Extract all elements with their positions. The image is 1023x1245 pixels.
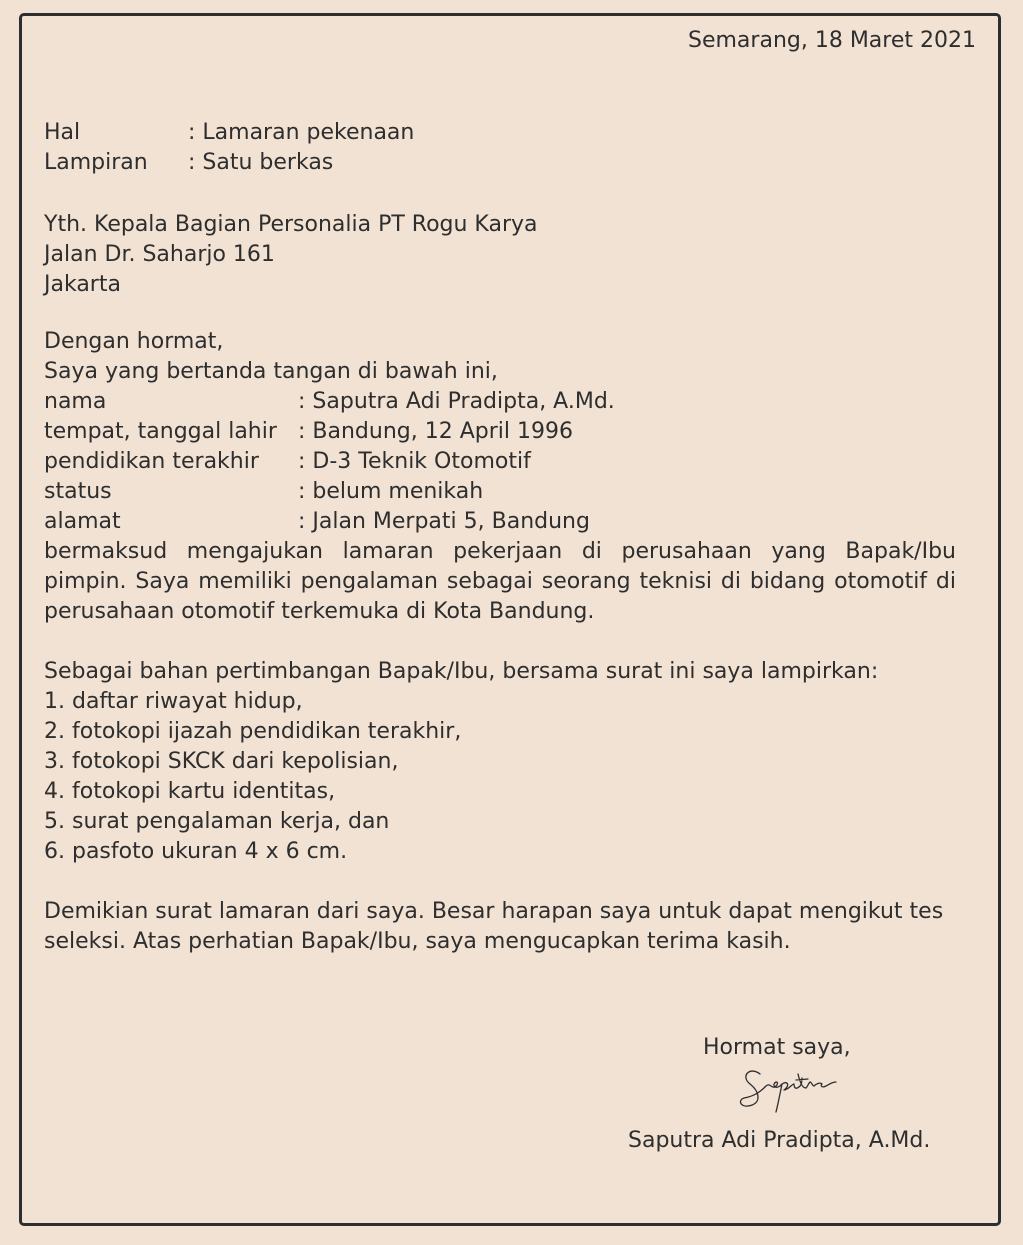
data-label: alamat <box>44 509 121 534</box>
salutation: Dengan hormat, <box>44 329 224 354</box>
data-row <box>44 507 956 537</box>
data-row <box>44 447 956 477</box>
data-label: status <box>44 479 112 504</box>
data-value: : Jalan Merpati 5, Bandung <box>298 509 590 534</box>
purpose-paragraph: bermaksud mengajukan lamaran pekerjaan di perusahaan yang Bapak/Ibu pimpin. Saya memiliki pengalaman sebagai seorang teknisi di bidang otomotif di perusahaan otomotif terkemuka di Kota Bandung. <box>44 539 956 624</box>
data-label: nama <box>44 389 107 414</box>
attachments-intro: Sebagai bahan pertimbangan Bapak/Ibu, bersama surat ini saya lampirkan: <box>44 659 879 684</box>
attachment-item: 3. fotokopi SKCK dari kepolisian, <box>44 749 399 774</box>
subject-row-hal <box>44 118 414 148</box>
attachment-item: 6. pasfoto ukuran 4 x 6 cm. <box>44 839 348 864</box>
signer-name: Saputra Adi Pradipta, A.Md. <box>628 1128 931 1153</box>
attachment-item: 4. fotokopi kartu identitas, <box>44 779 336 804</box>
attachments-list <box>44 687 956 867</box>
intro-line: Saya yang bertanda tangan di bawah ini, <box>44 359 498 384</box>
attachment-item: 1. daftar riwayat hidup, <box>44 689 303 714</box>
data-row <box>44 417 956 447</box>
data-row <box>44 387 956 417</box>
signature <box>736 1060 856 1118</box>
subject-row-lampiran <box>44 148 414 178</box>
attachment-item: 2. fotokopi ijazah pendidikan terakhir, <box>44 719 462 744</box>
paragraph-gap <box>44 627 956 657</box>
addressee-line: Yth. Kepala Bagian Personalia PT Rogu Karya <box>44 212 538 237</box>
subject-block <box>44 118 414 178</box>
addressee-block <box>44 210 538 300</box>
place-date: Semarang, 18 Maret 2021 <box>688 28 976 53</box>
data-row <box>44 477 956 507</box>
data-label: pendidikan terakhir <box>44 449 259 474</box>
closing-greeting: Hormat saya, <box>703 1035 851 1060</box>
data-value: : Bandung, 12 April 1996 <box>298 419 573 444</box>
addressee-line: Jakarta <box>44 272 121 297</box>
addressee-line: Jalan Dr. Saharjo 161 <box>44 242 275 267</box>
attachment-item: 5. surat pengalaman kerja, dan <box>44 809 390 834</box>
subject-label: Hal <box>44 120 81 145</box>
attachment-label: Lampiran <box>44 150 148 175</box>
signature-stroke <box>741 1071 836 1112</box>
data-value: : Saputra Adi Pradipta, A.Md. <box>298 389 615 414</box>
closing-paragraph: Demikian surat lamaran dari saya. Besar harapan saya untuk dapat mengikut tes seleksi. Atas perhatian Bapak/Ibu, saya mengucapkan terima kasih. <box>44 899 944 954</box>
data-value: : belum menikah <box>298 479 484 504</box>
data-value: : D-3 Teknik Otomotif <box>298 449 531 474</box>
subject-value: : Lamaran pekenaan <box>188 120 415 145</box>
letter-body <box>44 327 956 957</box>
data-label: tempat, tanggal lahir <box>44 419 277 444</box>
paragraph-gap <box>44 867 956 897</box>
personal-data-list <box>44 387 956 537</box>
attachment-value: : Satu berkas <box>188 150 334 175</box>
